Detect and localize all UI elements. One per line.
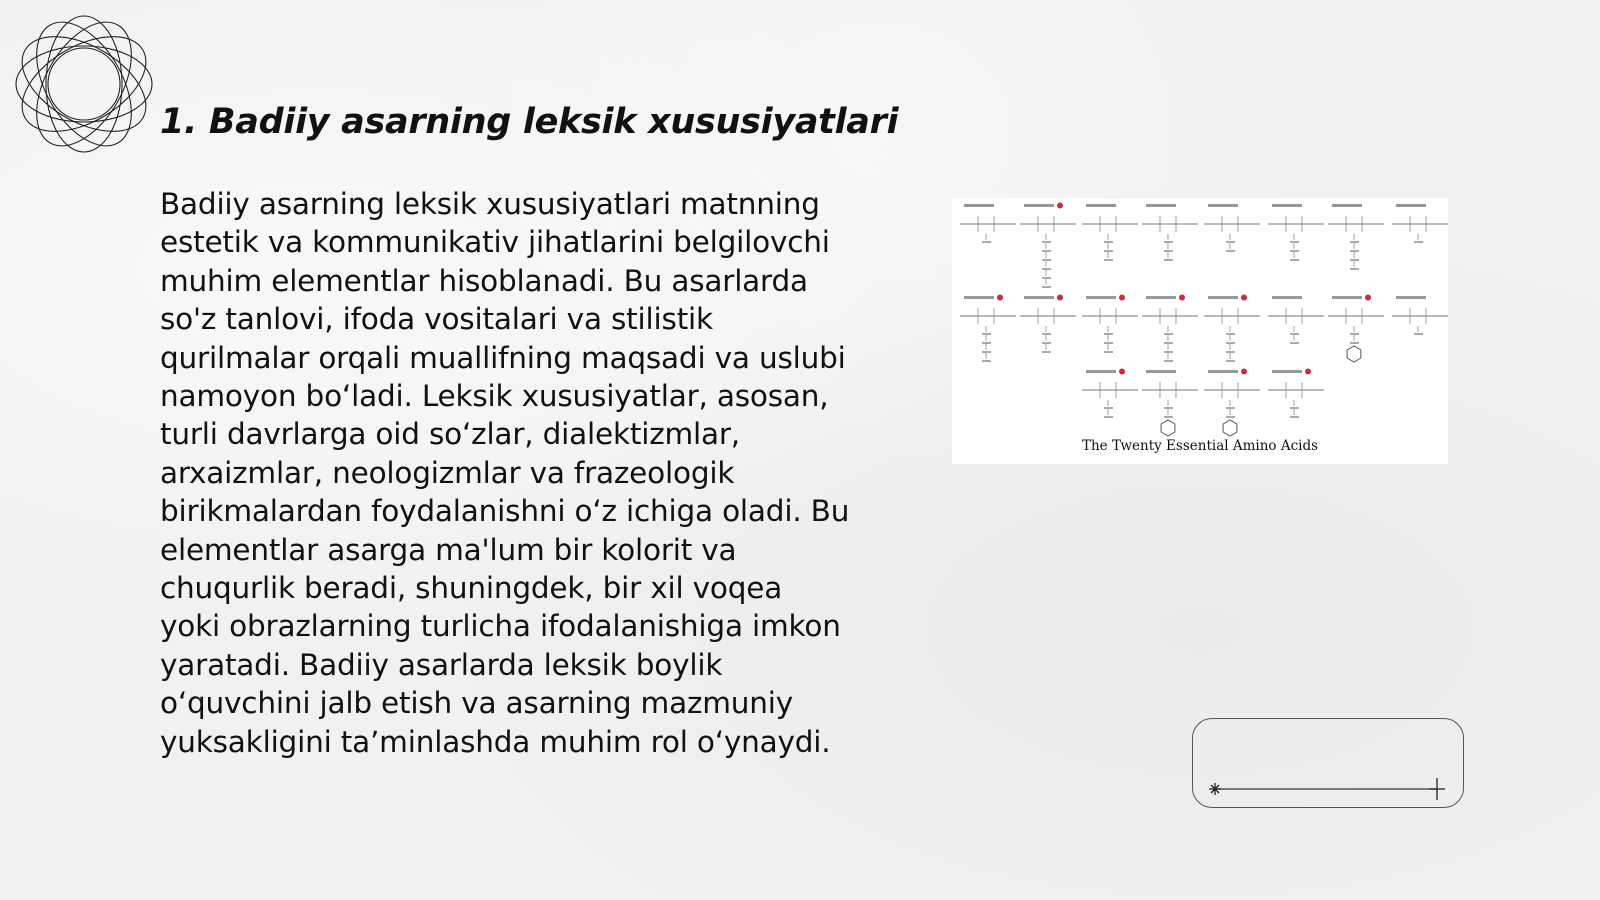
slide-title: 1. Badiiy asarning leksik xususiyatlari [160,102,899,142]
sparkle-left-icon [1209,783,1221,795]
amino-acids-structures-image [952,198,1448,464]
timeline-line-icon [1193,719,1465,809]
interlaced-circles-logo-icon [10,10,158,158]
slide-body-text: Badiiy asarning leksik xususiyatlari matnning estetik va kommunikativ jihatlarini belgilovchi muhim elementlar hisoblanadi. Bu asarlarda so'z tanlovi, ifoda vositalari va stilistik qurilmalar orqali muallifning maqsadi va uslubi namoyon bo‘ladi. Leksik xususiyatlar, asosan, turli davrlarga oid so‘zlar, dialektizmlar, arxaizmlar, neologizmlar va frazeologik birikmalardan foydalanishni o‘z ichiga oladi. Bu elementlar asarga ma'lum bir kolorit va chuqurlik beradi, shuningdek, bir xil voqea yoki obrazlarning turlicha ifodalanishiga imkon yaratadi. Badiiy asarlarda leksik boylik o‘quvchini jalb etish va asarning mazmuniy yuksakligini ta’minlashda muhim rol o‘ynaydi. [160,187,850,759]
timeline-decoration-box [1192,718,1464,808]
amino-acids-figure [952,198,1448,464]
cross-right-icon [1429,778,1445,800]
figure-caption: The Twenty Essential Amino Acids [1081,438,1319,454]
